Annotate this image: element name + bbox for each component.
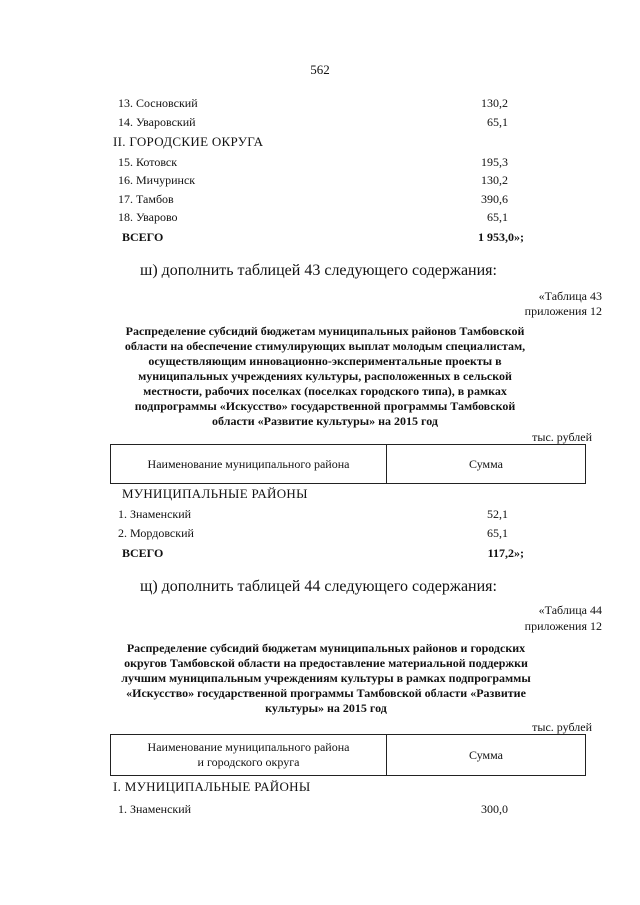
table-row-name: 2. Мордовский — [118, 526, 194, 540]
table-row-value: 130,2 — [481, 96, 508, 110]
table-row-value: 300,0 — [481, 802, 508, 816]
table43-units: тыс. рублей — [532, 430, 592, 444]
title-line: округов Тамбовской области на предоставление материальной поддержки — [124, 656, 528, 670]
table43-section-header: МУНИЦИПАЛЬНЫЕ РАЙОНЫ — [122, 486, 308, 501]
table-row-value: 195,3 — [481, 155, 508, 169]
table44-section-header: I. МУНИЦИПАЛЬНЫЕ РАЙОНЫ — [113, 779, 311, 794]
table-row-value: 390,6 — [481, 192, 508, 206]
title-line: Распределение субсидий бюджетам муниципальных районов и городских — [126, 641, 526, 655]
table-row-value: 52,1 — [487, 507, 508, 521]
total-value: 1 953,0»; — [478, 230, 524, 244]
table-row-name: 18. Уварово — [118, 210, 178, 224]
table43-intro: ш) дополнить таблицей 43 следующего содержания: — [140, 262, 497, 279]
section-header-city-districts: II. ГОРОДСКИЕ ОКРУГА — [113, 134, 264, 149]
table43-header — [110, 444, 586, 484]
title-line: Распределение субсидий бюджетам муниципальных районов Тамбовской — [125, 324, 525, 338]
title-line: области «Развитие культуры» на 2015 год — [212, 414, 438, 428]
table-row-name: 16. Мичуринск — [118, 173, 196, 187]
title-line: подпрограммы «Искусство» государственной программы Тамбовской — [134, 399, 516, 413]
title-line: местности, рабочих поселках (поселках городского типа), в рамках — [143, 384, 507, 398]
title-line: осуществляющим инновационно-экспериментальные проекты в — [148, 354, 502, 368]
title-line: области на обеспечение стимулирующих выплат молодым специалистам, — [124, 339, 526, 353]
table-row-name: 17. Тамбов — [118, 192, 174, 206]
table-row-name: 15. Котовск — [118, 155, 178, 169]
table44-col-sum: Сумма — [387, 735, 586, 775]
table43-ref-line1: «Таблица 43 — [538, 289, 602, 303]
page-number: 562 — [310, 62, 330, 77]
title-line: муниципальных учреждениях культуры, расположенных в сельской — [138, 369, 512, 383]
table-row-value: 65,1 — [487, 526, 508, 540]
table43-col-name: Наименование муниципального района — [110, 445, 387, 483]
total-value: 117,2»; — [487, 546, 524, 560]
table43-ref-line2: приложения 12 — [524, 304, 602, 318]
table43-col-sum: Сумма — [387, 445, 586, 483]
table44-intro: щ) дополнить таблицей 44 следующего содержания: — [140, 578, 497, 595]
title-line: культуры» на 2015 год — [265, 701, 387, 715]
table-row-value: 65,1 — [487, 115, 508, 129]
table-row-name: 1. Знаменский — [118, 507, 192, 521]
table44-title — [108, 641, 544, 716]
table-row-name: 1. Знаменский — [118, 802, 192, 816]
table43-title — [110, 324, 540, 429]
table44-col-name-line2: и городского округа — [197, 755, 300, 769]
total-label: ВСЕГО — [122, 230, 164, 244]
table-row-value: 130,2 — [481, 173, 508, 187]
table-row-name: 13. Сосновский — [118, 96, 198, 110]
total-label: ВСЕГО — [122, 546, 164, 560]
title-line: лучшим муниципальным учреждениям культуры в рамках подпрограммы — [121, 671, 531, 685]
table-row-value: 65,1 — [487, 210, 508, 224]
table-row-name: 14. Уваровский — [118, 115, 196, 129]
table44-units: тыс. рублей — [532, 720, 592, 734]
table44-col-name — [110, 735, 387, 775]
table44-header — [110, 734, 586, 776]
table44-ref-line1: «Таблица 44 — [538, 603, 602, 617]
table44-col-name-line1: Наименование муниципального района — [147, 740, 350, 754]
title-line: «Искусство» государственной программы Тамбовской области «Развитие — [126, 686, 526, 700]
table44-ref-line2: приложения 12 — [524, 619, 602, 633]
